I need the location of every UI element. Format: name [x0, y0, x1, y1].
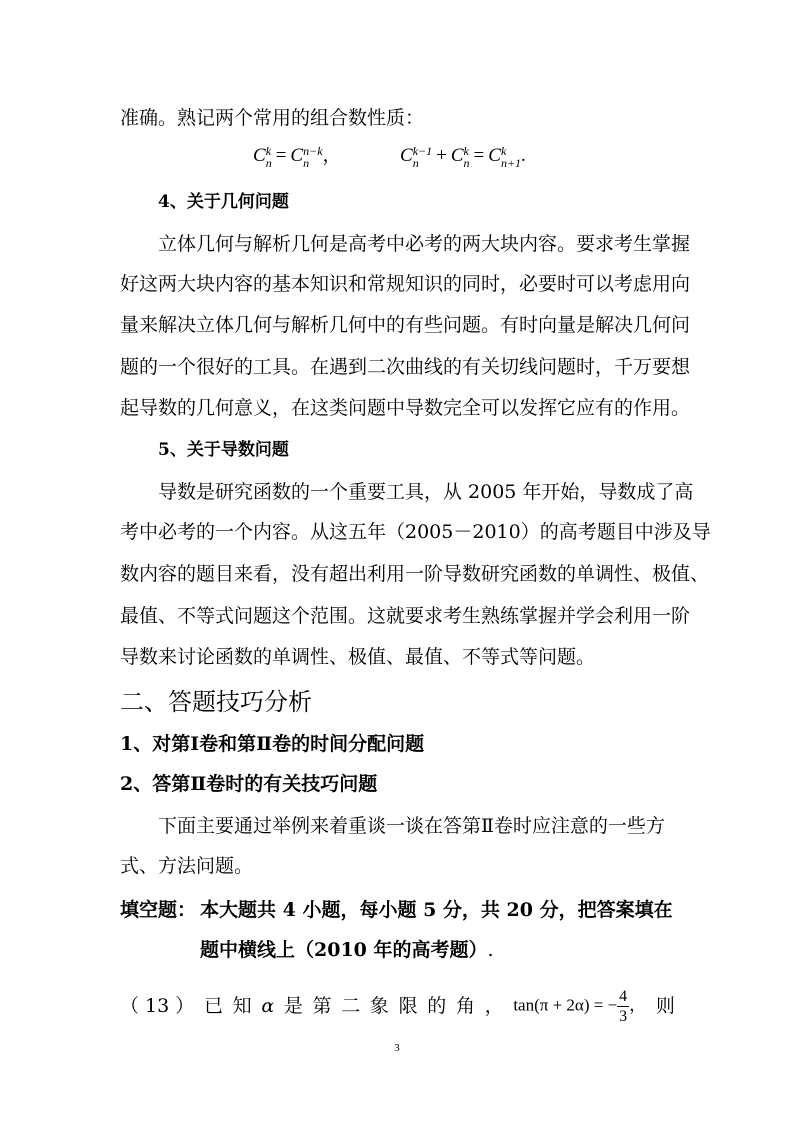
- q13-word: 的: [427, 995, 447, 1017]
- section5-line-3: 最值、不等式问题这个范围。这就要求考生熟练掌握并学会利用一阶: [120, 605, 691, 627]
- q13-word: 限: [398, 995, 418, 1017]
- section5-line-1: 考中必考的一个内容。从这五年（2005－2010）的高考题目中涉及导: [120, 521, 711, 543]
- question-number: （ 13 ）: [120, 995, 195, 1017]
- section4-line-4: 起导数的几何意义，在这类问题中导数完全可以发挥它应有的作用。: [120, 397, 691, 419]
- fraction: $\frac{4}{3}$: [619, 987, 628, 1025]
- q13-word: 象: [369, 995, 389, 1017]
- intro-line: 准确。熟记两个常用的组合数性质：: [120, 107, 425, 129]
- section5-line-4: 导数来讨论函数的单调性、极值、最值、不等式等问题。: [120, 646, 596, 668]
- part2-heading: 二、答题技巧分析: [120, 688, 312, 716]
- fill-in-line-2: [200, 938, 494, 962]
- formula-pascal: C k−1 n + C k n = C k n+1 .: [400, 143, 526, 170]
- item2-heading: 2、答第Ⅱ卷时的有关技巧问题: [120, 773, 378, 795]
- section5-line-2: 数内容的题目来看，没有超出利用一阶导数研究函数的单调性、极值、: [120, 563, 710, 585]
- fill-in-period: .: [487, 939, 494, 961]
- q13-then: 则: [655, 995, 675, 1017]
- q13-word: 已: [203, 995, 223, 1017]
- item2-line-0: 下面主要通过举例来着重谈一谈在答第Ⅱ卷时应注意的一些方: [158, 815, 665, 837]
- section4-line-2: 量来解决立体几何与解析几何中的有些问题。有时向量是解决几何问: [120, 314, 691, 336]
- section5-heading: 5、关于导数问题: [158, 440, 289, 460]
- section5-line-0: 导数是研究函数的一个重要工具，从 2005 年开始，导数成了高: [158, 481, 694, 503]
- section4-line-0: 立体几何与解析几何是高考中必考的两大块内容。要求考生掌握: [158, 233, 691, 255]
- item2-line-1: 式、方法问题。: [120, 855, 254, 877]
- q13-word: 二: [341, 995, 361, 1017]
- question-13: [120, 985, 675, 1027]
- section4-heading: 4、关于几何问题: [158, 192, 289, 212]
- q13-word: ，: [484, 995, 504, 1017]
- page-number: 3: [394, 1042, 400, 1054]
- fill-in-label: 填空题：: [120, 899, 197, 921]
- item1-heading: 1、对第Ⅰ卷和第Ⅱ卷的时间分配问题: [120, 733, 425, 755]
- q13-word: 角: [455, 995, 475, 1017]
- q13-word: 第: [312, 995, 332, 1017]
- formula-symmetry: C k n = C n−k n ，: [253, 143, 342, 170]
- tan-expression: tan(π + 2α) = − $\frac{4}{3}$ ，: [513, 987, 647, 1025]
- q13-word: 是: [283, 995, 303, 1017]
- section4-line-1: 好这两大块内容的基本知识和常规知识的同时，必要时可以考虑用向: [120, 273, 691, 295]
- q13-word: α: [261, 995, 275, 1017]
- fill-in-line-1: 本大题共 4 小题，每小题 5 分，共 20 分，把答案填在: [200, 899, 673, 921]
- section4-line-3: 题的一个很好的工具。在遇到二次曲线的有关切线问题时，千万要想: [120, 356, 691, 378]
- fill-in-line-2-text: 题中横线上（2010 年的高考题）: [200, 939, 488, 961]
- q13-word: 知: [232, 995, 252, 1017]
